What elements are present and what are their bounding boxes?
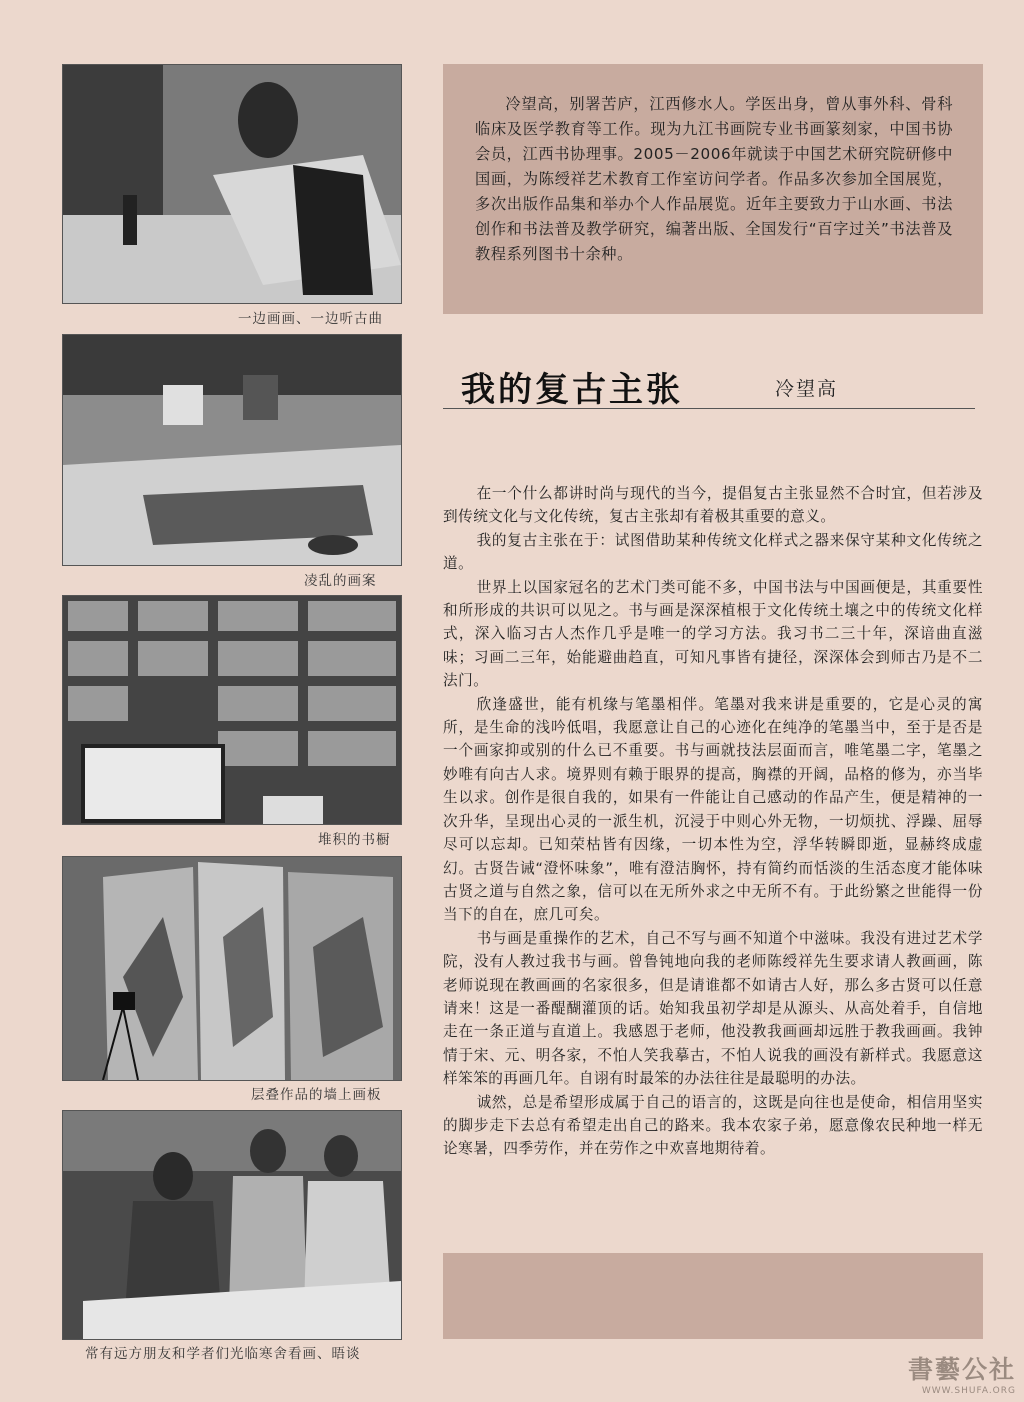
article-body bbox=[443, 482, 983, 1161]
author-bio-box bbox=[443, 64, 983, 314]
article-paragraph: 书与画是重操作的艺术，自己不写与画不知道个中滋味。我没有进过艺术学院，没有人教过我书与画。曾鲁钝地向我的老师陈绶祥先生要求请人教画画，陈老师说现在教画画的名家很多，但是请谁都不如请古人好，那么多古贤可以任意请来！这是一番醍醐灌顶的话。始知我虽初学却是从源头、从高处着手，自信地走在一条正道与直道上。我感恩于老师，他没教我画画却远胜于教我画画。我钟情于宋、元、明各家，不怕人笑我摹古，不怕人说我的画没有新样式。我愿意这样笨笨的再画几年。自诩有时最笨的办法往往是最聪明的办法。 bbox=[443, 929, 983, 1088]
author-bio: 冷望高，别署苦庐，江西修水人。学医出身，曾从事外科、骨科临床及医学教育等工作。现为九江书画院专业书画篆刻家，中国书协会员，江西书协理事。2005－2006年就读于中国艺术研究院研修中国画，为陈绶祥艺术教育工作室访问学者。作品多次参加全国展览，多次出版作品集和举办个人作品展览。近年主要致力于山水画、书法创作和书法普及教学研究，编著出版、全国发行“百字过关”书法普及教程系列图书十余种。 bbox=[475, 95, 953, 263]
article-paragraph: 欣逢盛世，能有机缘与笔墨相伴。笔墨对我来讲是重要的，它是心灵的寓所，是生命的浅吟低唱，我愿意让自己的心迹化在纯净的笔墨当中，至于是否是一个画家抑或别的什么已不重要。书与画就技法层面而言，唯笔墨二字，笔墨之妙唯有向古人求。境界则有赖于眼界的提高，胸襟的开阔，品格的修为，亦当毕生以求。创作是很自我的，如果有一件能让自己感动的作品产生，便是精神的一次升华，呈现出心灵的一派生机，沉浸于中则心外无物，一切烦扰、浮躁、屈辱尽可以忘却。已知荣枯皆有因缘，一切本性为空，浮华转瞬即逝，显赫终成虚幻。古贤告诫“澄怀味象”，唯有澄洁胸怀，持有简约而恬淡的生活态度才能体味古贤之道与自然之象，信可以在无所外求之中无所不有。于此纷繁之世能得一份当下的自在，庶几可矣。 bbox=[443, 695, 983, 924]
logo-mark: 書藝公社 bbox=[907, 1355, 1016, 1384]
article-paragraph: 在一个什么都讲时尚与现代的当今，提倡复古主张显然不合时宜，但若涉及到传统文化与文化传统，复古主张却有着极其重要的意义。 bbox=[443, 485, 983, 526]
site-logo bbox=[908, 1350, 1016, 1396]
photo-caption: 层叠作品的墙上画板 bbox=[251, 1087, 382, 1103]
photo-painting bbox=[62, 64, 402, 304]
article-header bbox=[443, 360, 975, 409]
article-title: 我的复古主张 bbox=[461, 370, 683, 410]
photo-caption: 一边画画、一边听古曲 bbox=[238, 311, 383, 327]
photo-guests bbox=[62, 1110, 402, 1340]
article-paragraph: 世界上以国家冠名的艺术门类可能不多，中国书法与中国画便是，其重要性和所形成的共识可以见之。书与画是深深植根于文化传统土壤之中的传统文化样式，深入临习古人杰作几乎是唯一的学习方法。我习书二三十年，深谙曲直滋味；习画二三年，始能避曲趋直，可知凡事皆有捷径，深深体会到师古乃是不二法门。 bbox=[443, 578, 983, 690]
photo-caption: 堆积的书橱 bbox=[318, 832, 391, 848]
logo-url: WWW.SHUFA.ORG bbox=[921, 1386, 1016, 1396]
article-author: 冷望高 bbox=[775, 378, 839, 400]
article-paragraph: 诚然，总是希望形成属于自己的语言的，这既是向往也是使命，相信用坚实的脚步走下去总有希望走出自己的路来。我本农家子弟，愿意像农民种地一样无论寒暑，四季劳作，并在劳作之中欢喜地期待着。 bbox=[443, 1093, 983, 1158]
article-paragraph: 我的复古主张在于：试图借助某种传统文化样式之器来保守某种文化传统之道。 bbox=[443, 531, 983, 573]
photo-caption: 常有远方朋友和学者们光临寒舍看画、晤谈 bbox=[85, 1346, 361, 1362]
decorative-box bbox=[443, 1253, 983, 1339]
photo-caption: 凌乱的画案 bbox=[304, 573, 377, 589]
photo-bookshelf bbox=[62, 595, 402, 825]
photo-wall-board bbox=[62, 856, 402, 1081]
photo-desk bbox=[62, 334, 402, 566]
